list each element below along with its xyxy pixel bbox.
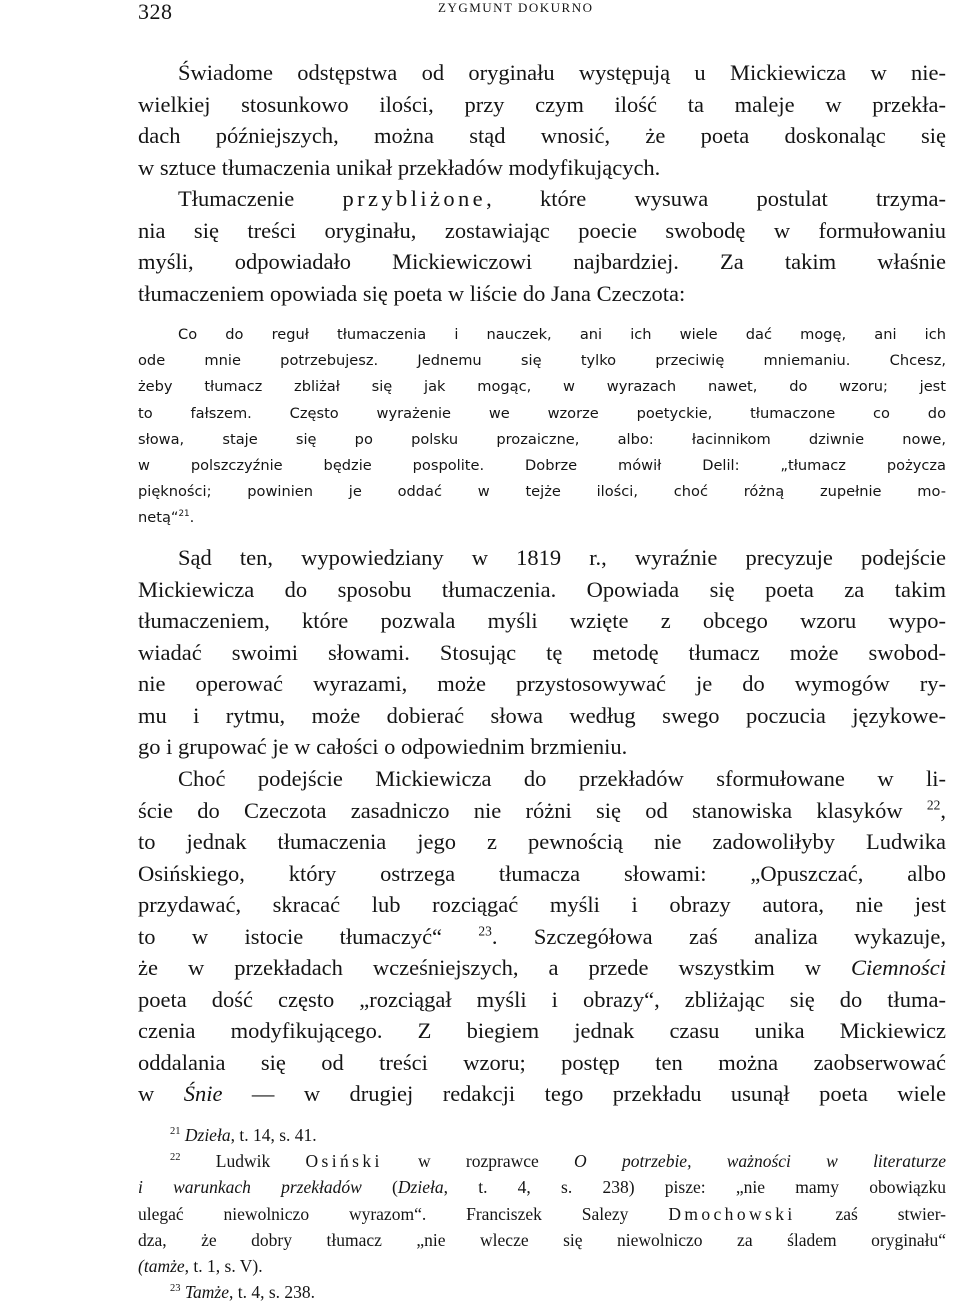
text-line: mu i rytmu, może dobierać słowa według swego poczucia językowe- <box>138 702 946 728</box>
page-number: 328 <box>138 0 173 24</box>
text-line: ście do Czeczota zasadniczo nie różni się od stanowiska klasyków $^{22}$, <box>138 797 946 823</box>
paragraph-2 <box>138 542 946 763</box>
footnote-23: $^{23}$ Tamże, t. 4, s. 238. <box>170 1282 316 1303</box>
text-line: wielkiej stosunkowo ilości, przy czym ilość ta maleje w przekła- <box>138 91 946 117</box>
text-line: dach późniejszych, można stąd wnosić, że poeta doskonaląc się <box>138 123 946 148</box>
footnotes <box>138 1122 946 1305</box>
quote-line: netą“$^{21}$. <box>138 509 195 527</box>
text-line: Choć podejście Mickiewicza do przekładów sformułowane w li- <box>178 766 946 791</box>
spaced-term: Osiński <box>305 1151 383 1172</box>
text-line: Świadome odstępstwa od oryginału występują u Mickiewicza w nie- <box>178 60 946 85</box>
text-line: tłumaczeniem opowiada się poeta w liście do Jana Czeczota: <box>138 280 686 306</box>
quote-line: słowa, staje się po polsku prozaiczne, albo: łacinnikom dziwnie nowe, <box>138 430 946 448</box>
text-line: czenia modyfikującego. Z biegiem jednak czasu unika Mickiewicz <box>138 1018 946 1043</box>
text-line: myśli, odpowiadało Mickiewiczowi najbardziej. Za takim właśnie <box>138 249 946 274</box>
text-line: nia się treści oryginału, zostawiając poecie swobodę w formułowaniu <box>138 217 946 243</box>
footnote-line: i warunkach przekładów (Dzieła, t. 4, s. 238) pisze: „nie mamy obowiązku <box>138 1177 947 1198</box>
quote-line: Co do reguł tłumaczenia i nauczek, ani ich wiele dać mogę, ani ich <box>178 326 946 343</box>
text-line: Osińskiego, który ostrzega tłumacza słowami: „Opuszczać, albo <box>138 860 946 886</box>
block-quote <box>138 322 946 532</box>
text-line: w sztuce tłumaczenia unikał przekładów modyfikujących. <box>138 154 661 180</box>
quote-line: piękności; powinien je oddać w tejże ilości, choć różną zupełnie mo- <box>138 483 946 501</box>
text-line: Tłumaczenie przybliżone, które wysuwa postulat trzyma- <box>178 186 946 211</box>
text-line: go i grupować je w całości o odpowiednim brzmieniu. <box>138 734 628 759</box>
footnote-ref: 22 <box>926 797 941 812</box>
running-head: ZYGMUNT DOKURNO <box>438 0 594 15</box>
text-line: oddalania się od treści wzoru; postęp ten można zaobserwować <box>138 1049 946 1075</box>
page-header <box>0 0 960 24</box>
footnote-marker: 22 <box>170 1152 181 1164</box>
footnote-marker: 23 <box>170 1283 181 1295</box>
italic-title: Śnie <box>183 1081 223 1106</box>
text-line: w Śnie — w drugiej redakcji tego przekładu usunął poeta wiele <box>138 1081 947 1106</box>
text-line: nie operować wyrazami, może przystosowywać je do wymogów ry- <box>138 671 946 696</box>
text-line: przydawać, skracać lub rozciągać myśli i obrazy autora, nie jest <box>138 892 946 917</box>
text-line: wiadać swoimi słowami. Stosując tę metodę tłumacz może swobod- <box>138 639 946 665</box>
footnote-ref: 23 <box>478 923 492 938</box>
footnote-22: $^{22}$ Ludwik Osiński w rozprawce O potrzebie, ważności w literaturze <box>170 1151 946 1172</box>
footnote-line: (tamże, t. 1, s. V). <box>138 1256 263 1277</box>
footnote-marker: 21 <box>170 1126 181 1138</box>
quote-line: ode mnie potrzebujesz. Jednemu się tylko przeciwię mniemaniu. Chcesz, <box>138 352 946 370</box>
text-line: to jednak tłumaczenia jego z pewnością nie zadowoliłyby Ludwika <box>138 829 946 854</box>
footnote-line: ulegać niewolniczo wyrazom“. Franciszek Salezy Dmochowski zaś stwier- <box>138 1203 946 1224</box>
italic-title: Ciemności <box>851 955 946 980</box>
text-line: to w istocie tłumaczyć“ $^{23}$. Szczegółowa zaś analiza wykazuje, <box>138 923 946 949</box>
text-line: Mickiewicza do sposobu tłumaczenia. Opowiada się poeta za takim <box>138 576 946 602</box>
text-line: Sąd ten, wypowiedziany w 1819 r., wyraźnie precyzuje podejście <box>178 545 946 570</box>
text-line: tłumaczeniem, które pozwala myśli wzięte z obcego wzoru wypo- <box>138 608 946 633</box>
quote-line: żeby tłumacz zbliżał się jak mogąc, w wyrazach nawet, do wzoru; jest <box>138 378 946 396</box>
quote-line: w polszczyźnie będzie pospolite. Dobrze mówił Delil: „tłumacz pożycza <box>138 457 946 475</box>
paragraph-1 <box>138 57 946 309</box>
paragraph-3 <box>138 763 946 1110</box>
footnote-21: $^{21}$ Dzieła, t. 14, s. 41. <box>170 1125 317 1145</box>
footnote-ref: 21 <box>178 509 190 520</box>
text-line: że w przekładach wcześniejszych, a przede wszystkim w Ciemności <box>138 955 946 980</box>
text-line: poeta dość często „rozciągał myśli i obrazy“, zbliżając się do tłuma- <box>138 986 946 1012</box>
spaced-term: Dmochowski <box>668 1203 796 1224</box>
spaced-term: przybliżone <box>342 186 487 211</box>
quote-line: to fałszem. Często wyrażenie we wzorze poetyckie, tłumaczone co do <box>138 404 946 422</box>
footnote-line: dza, że dobry tłumacz „nie wlecze się niewolniczo za śladem oryginału“ <box>138 1229 946 1250</box>
